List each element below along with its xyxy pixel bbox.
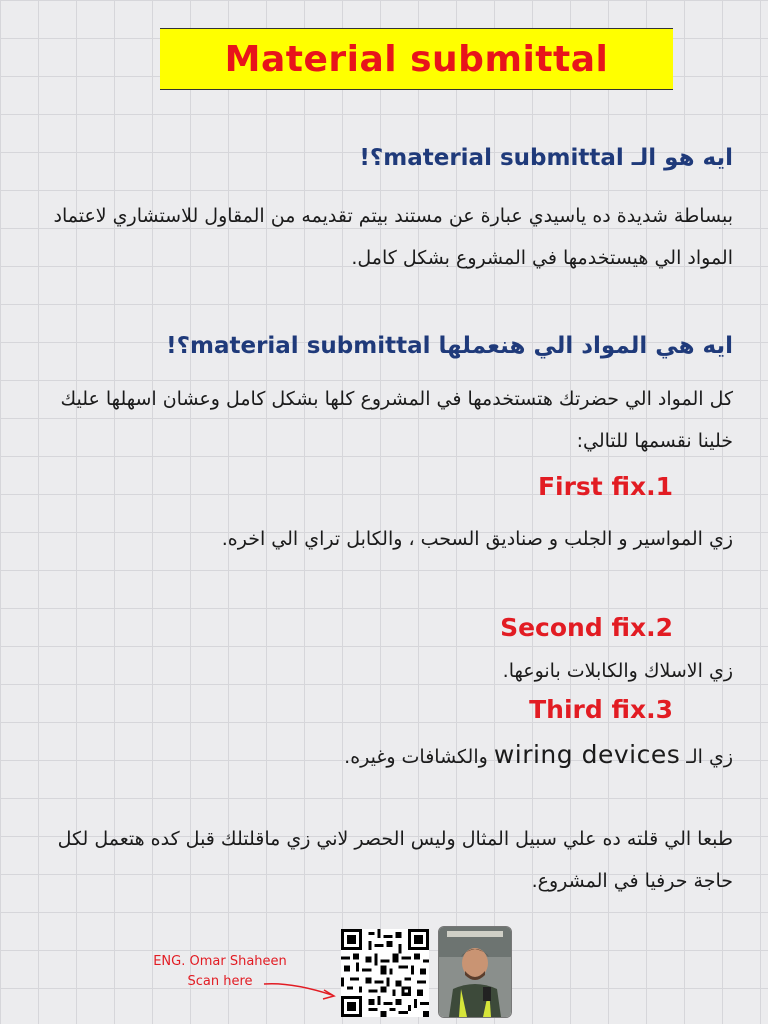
author-name: ENG. Omar Shaheen [153, 954, 287, 969]
page-title: Material submittal [224, 38, 609, 80]
q1-suffix: ؟! [359, 145, 384, 171]
answer-2-paragraph: كل المواد الي حضرتك هتستخدمها في المشروع كلها بشكل كامل وعشان اسهلها عليك خلينا نقسمها للتالي: [60, 388, 733, 452]
arrow-icon [262, 980, 340, 1002]
third-fix-suffix: والكشافات وغيره. [344, 746, 494, 768]
q1-term: material submittal [383, 145, 624, 171]
question-1-heading [359, 145, 733, 171]
first-fix-text: زي المواسير و الجلب و صناديق السحب ، والكابل تراي الي اخره. [221, 528, 733, 550]
q2-term: material submittal [189, 333, 431, 359]
q2-suffix: ؟! [166, 333, 190, 359]
scan-here-label: Scan here [187, 974, 253, 989]
third-fix-prefix: زي الـ [680, 746, 733, 768]
question-2-heading [166, 333, 733, 359]
second-fix-text: زي الاسلاك والكابلات بانوعها. [502, 660, 733, 682]
qr-code-icon[interactable] [341, 929, 429, 1017]
third-fix-heading: Third fix.3 [529, 695, 673, 724]
q1-prefix: ايه هو الـ [623, 145, 733, 171]
third-fix-text [344, 740, 733, 769]
q2-prefix: ايه هي المواد الي هنعملها [430, 333, 733, 359]
author-photo [438, 926, 512, 1018]
third-fix-term: wiring devices [493, 740, 681, 769]
title-banner [160, 28, 673, 90]
first-fix-heading: First fix.1 [537, 472, 673, 501]
answer-1-paragraph: ببساطة شديدة ده ياسيدي عبارة عن مستند بيتم تقديمه من المقاول للاستشاري لاعتماد المواد الي هيستخدمها في المشروع بشكل كامل. [53, 205, 733, 269]
second-fix-heading: Second fix.2 [500, 613, 673, 642]
closing-note: طبعا الي قلته ده علي سبيل المثال وليس الحصر لاني زي ماقلتلك قبل كده هتعمل لكل حاجة حرفيا في المشروع. [57, 828, 733, 892]
